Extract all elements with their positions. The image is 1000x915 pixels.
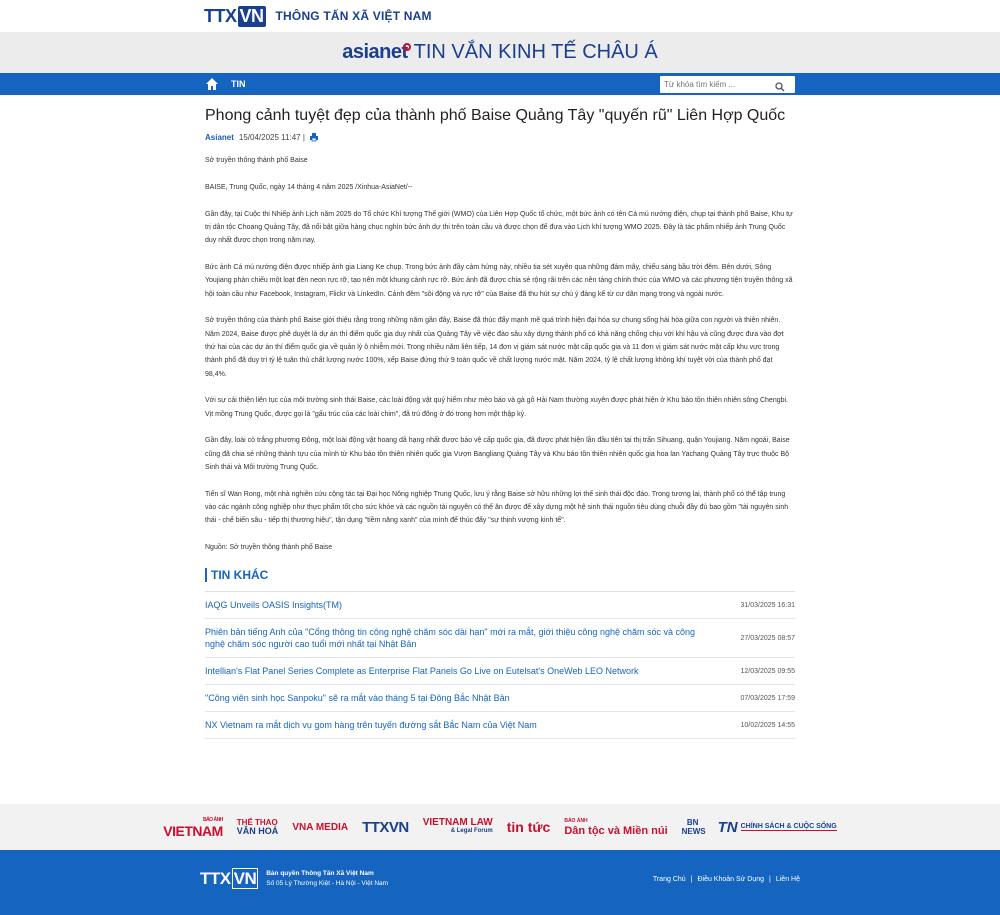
news-item-link[interactable]: Phiên bản tiếng Anh của "Cổng thông tin công nghệ chăm sóc dài hạn" mới ra mắt, giới thiệu công nghệ chăm sóc và công nghệ chăm sóc người cao tuổi mới nhất tại Nhật Bản [205, 627, 695, 650]
nav-item-tin[interactable]: TIN [231, 79, 246, 89]
article-paragraph: Sở truyền thông của thành phố Baise giới thiệu rằng trong những năm gần đây, Baise đã thúc đẩy mạnh mẽ quá trình hiện đại hóa sự chung sống hài hòa giữa con người và thiên nhiên. Năm 2024, Baise được phê duyệt là dự án thí điểm quốc gia duy nhất của Quảng Tây về việc đào sâu xây dựng thành phố có khả năng chống chịu với khí hậu và cũng được đưa vào đợt thứ hai của các dự án thí điểm quốc gia về quản lý ô nhiễm mới. Trong nhiều năm liên tiếp, 14 đơn vị giám sát nước mặt cấp quốc gia và 11 đơn vị giám sát nước mặt cấp khu vực trong thành phố đã duy trì tỷ lệ tuân thủ chất lượng nước 100%, xếp Baise đứng thứ 9 toàn quốc về chất lượng nước mặt. Năm 2024, tỷ lệ chất lượng không khí tuyệt vời của thành phố đạt 98,4%. [205, 317, 784, 378]
partner-logo-vietnam-law[interactable] [423, 818, 493, 836]
article-paragraph: Với sự cải thiện liên tục của môi trường sinh thái Baise, các loài động vật quý hiếm như mèo báo và gà gô Hải Nam thường xuyên được phát hiện ở Khu bảo tồn thiên nhiên sông Chengbi. Vịt mồng Trung Quốc, được gọi là "gấu trúc của các loài chim", đã trú đông ở đó trong hơn một thập kỷ. [205, 397, 788, 418]
footer-links [653, 876, 800, 883]
partner-logo-name: VIETNAM LAW [422, 817, 493, 828]
partner-logos [0, 804, 1000, 850]
ttxvn-logo[interactable] [204, 6, 266, 27]
partner-logo-name: BN NEWS [681, 818, 706, 836]
partner-logo-subtitle: THỂ THAO [236, 818, 278, 827]
footer-logo-vn: VN [233, 869, 257, 888]
site-title: THÔNG TẤN XÃ VIỆT NAM [275, 9, 432, 23]
logo-text: TTX [204, 5, 237, 26]
footer-separator: | [690, 875, 693, 883]
partner-logo-mark: TN [717, 818, 738, 836]
article-paragraph: Tiến sĩ Wan Rong, một nhà nghiên cứu cộng tác tại Đại học Nông nghiệp Trung Quốc, lưu ý rằng Baise sở hữu những lợi thế sinh thái độc đáo. Trong tương lai, thành phố có thể tập trung vào các ngành công nghiệp như thực phẩm tốt cho sức khỏe và các nguồn tài nguyên có thể ăn được để xây dựng một hệ sinh thái nguồn tiêu dùng chuỗi đầy đủ bao gồm "tài nguyên sinh thái - chế biến sâu - tiếp thị thương hiệu", tận dụng "tiềm năng xanh" của mình để thúc đẩy "sự thịnh vượng kinh tế". [205, 490, 789, 525]
partner-logo-tin-tuc[interactable] [507, 819, 551, 835]
news-item-date: 31/03/2025 16:31 [740, 601, 795, 609]
print-icon[interactable] [309, 132, 319, 142]
partner-logo-vietnam-pictorial[interactable] [163, 816, 223, 838]
article [205, 95, 795, 739]
news-item-date: 12/03/2025 09:55 [740, 667, 795, 675]
main-nav [0, 73, 1000, 95]
other-news-heading: TIN KHÁC [205, 568, 795, 582]
news-item-link[interactable]: Intellian's Flat Panel Series Complete as Enterprise Flat Panels Go Live on Eutelsat's OneWeb LEO Network [205, 666, 639, 677]
article-paragraph: Bức ảnh Cá mú nướng điện được nhiếp ảnh gia Liang Ke chụp. Trong bức ảnh đầy cảm hứng này, nhiều tia sét xuyên qua những đám mây, chiếu sáng bầu trời đêm. Bên dưới, Sông Youjiang phản chiếu một loạt đèn neon rực rỡ, tạo nên một khung cảnh rực rỡ. Bức ảnh đã được chia sẻ rộng rãi trên các nền tảng chính thức của WMO và các phương tiện truyền thông xã hội toàn cầu như Facebook, Instagram, Flickr và LinkedIn. Cảnh đêm "sôi động và rực rỡ" của Baise đã thu hút sự chú ý đáng kể từ cư dân mạng trong và ngoài nước. [205, 263, 793, 298]
footer-separator: | [769, 875, 771, 883]
logo-vn: VN [239, 5, 264, 26]
article-date: 15/04/2025 11:47 | [238, 132, 305, 142]
footer-link-home[interactable]: Trang Chủ [652, 875, 686, 883]
footer-ttxvn-logo[interactable] [200, 869, 258, 889]
article-paragraph: Gần đây, loài cò trắng phương Đông, một loài động vật hoang dã hạng nhất được bảo vệ cấp quốc gia, đã được phát hiện lần đầu tiên tại thị trấn Sihuang, quận Youjiang. Năm ngoái, Baise cũng đã chia sẻ những thành tựu của mình từ Khu bảo tồn thiên nhiên quốc gia Vượn Bangliang Quảng Tây và Khu bảo tồn thiên nhiên quốc gia hoa lan Yachang Quảng Tây trực thuộc Bộ Sinh thái và Môi trường Trung Quốc. [205, 437, 790, 472]
partner-logo-name: VĂN HOÁ [236, 826, 279, 836]
partner-logo-the-thao-van-hoa[interactable] [237, 818, 279, 836]
partner-logo-name: TTXVN [362, 818, 409, 836]
footer-logo-text: TTX [200, 869, 231, 888]
partner-logo-name: VIETNAM [163, 823, 223, 839]
news-item [205, 619, 795, 658]
asianet-brand: asianet [342, 41, 407, 64]
partner-logo-name: tin tức [506, 819, 551, 835]
search-input[interactable] [660, 80, 775, 89]
news-item-date: 10/02/2025 14:55 [740, 721, 795, 729]
footer-copyright: Bản quyền Thông Tấn Xã Việt Nam [266, 870, 374, 877]
other-news [205, 568, 795, 739]
article-source: Nguồn: Sở truyền thông thành phố Baise [205, 544, 333, 552]
article-title: Phong cảnh tuyệt đẹp của thành phố Baise Quảng Tây "quyến rũ" Liên Hợp Quốc [205, 107, 786, 124]
news-item-date: 07/03/2025 17:59 [740, 694, 795, 702]
partner-logo-chinh-sach-cuoc-song[interactable] [718, 819, 837, 836]
home-icon[interactable] [205, 77, 219, 91]
partner-logo-name: CHÍNH SÁCH & CUỘC SỐNG [740, 823, 837, 830]
partner-logo-name: Dân tộc và Miền núi [564, 825, 668, 837]
partner-logo-name: VNA MEDIA [292, 821, 349, 833]
footer-link-terms[interactable]: Điều Khoản Sử Dụng [697, 875, 765, 883]
top-bar [0, 0, 1000, 32]
article-paragraph: BAISE, Trung Quốc, ngày 14 tháng 4 năm 2025 /Xinhua-AsiaNet/-- [205, 183, 413, 191]
asianet-banner [0, 32, 1000, 73]
partner-logo-bn-news[interactable] [682, 818, 704, 836]
partner-logo-subtitle: BÁO ẢNH [202, 817, 223, 823]
asianet-logo[interactable] [342, 41, 658, 64]
partner-logo-vna-media[interactable] [292, 822, 348, 833]
news-item [205, 685, 795, 712]
search-box [660, 76, 795, 93]
news-item-link[interactable]: NX Vietnam ra mắt dịch vụ gom hàng trên tuyến đường sắt Bắc Nam của Việt Nam [205, 720, 537, 731]
article-body [205, 154, 795, 555]
partner-logo-subtitle: BÁO ẢNH [564, 818, 588, 824]
article-paragraph: Gần đây, tại Cuộc thi Nhiếp ảnh Lịch năm 2025 do Tổ chức Khí tượng Thế giới (WMO) của Liên Hợp Quốc tổ chức, một bức ảnh có tên Cá mú nướng điện, chụp tại thành phố Baise, Khu tự trị dân tộc Choang Quảng Tây, đã nổi bật giữa hàng chục nghìn bức ảnh dự thi trên toàn cầu và được chọn để đưa vào Lịch khí tượng WMO 2025. Đây là tác phẩm nhiếp ảnh Trung Quốc duy nhất được chọn trong năm nay. [205, 210, 793, 245]
news-item-link[interactable]: IAQG Unveils OASIS Insights(TM) [205, 600, 343, 611]
news-item-date: 27/03/2025 08:57 [740, 634, 795, 642]
news-item-link[interactable]: "Công viên sinh học Sanpoku" sẽ ra mắt vào tháng 5 tại Đông Bắc Nhật Bản [205, 693, 510, 704]
footer [0, 850, 1000, 915]
footer-info [266, 869, 388, 889]
article-author[interactable]: Asianet [205, 132, 234, 142]
news-item [205, 712, 795, 739]
partner-logo-ttxvn[interactable] [362, 819, 409, 836]
article-paragraph: Sở truyền thông thành phố Baise [205, 157, 308, 164]
asianet-dot-icon [403, 43, 411, 51]
banner-tagline: TIN VẮN KINH TẾ CHÂU Á [413, 41, 658, 63]
footer-address: Số 05 Lý Thường Kiệt - Hà Nội - Việt Nam [266, 880, 389, 887]
news-item [205, 592, 795, 619]
search-icon[interactable] [775, 79, 785, 89]
article-meta [205, 132, 795, 142]
footer-link-contact[interactable]: Liên Hệ [775, 875, 800, 883]
partner-logo-subtitle: & Legal Forum [450, 828, 493, 834]
news-item [205, 658, 795, 685]
partner-logo-dan-toc-mien-nui[interactable] [564, 817, 667, 837]
